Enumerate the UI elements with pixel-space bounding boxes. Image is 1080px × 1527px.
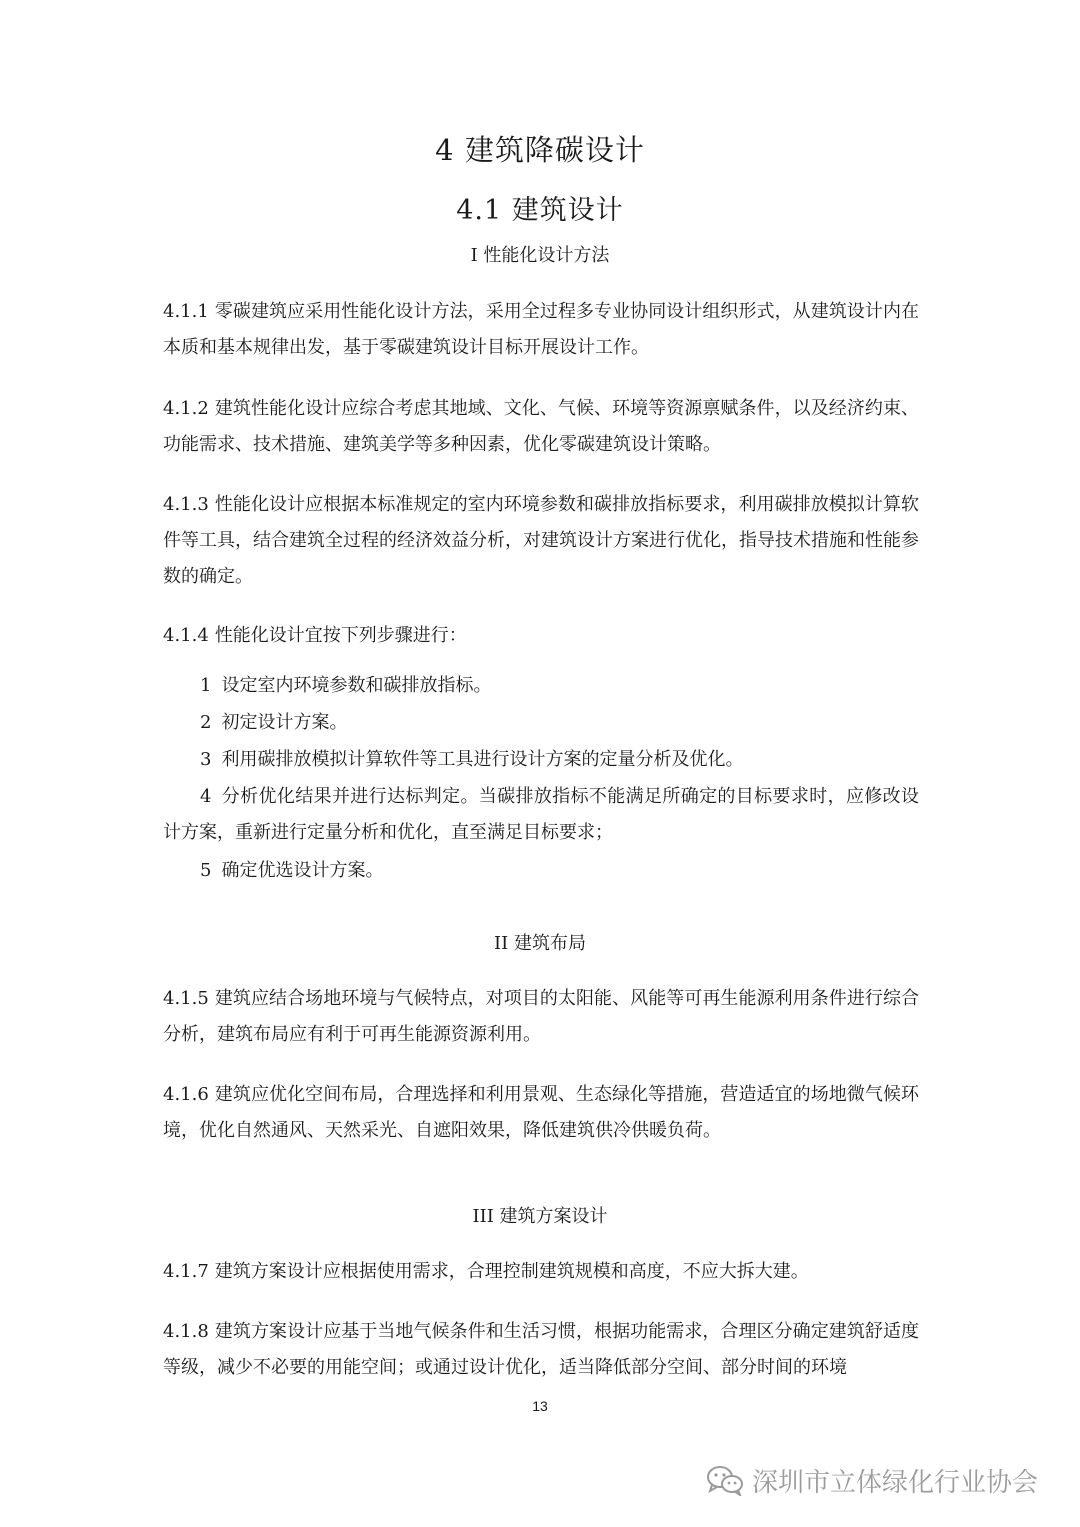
step-text: 确定优选设计方案。 <box>221 860 384 881</box>
wechat-icon <box>706 1464 744 1496</box>
step-text: 设定室内环境参数和碳排放指标。 <box>221 675 492 696</box>
step-number: 3 <box>200 749 212 770</box>
chapter-title: 4 建筑降碳设计 <box>435 133 645 167</box>
page-number: 13 <box>532 1398 548 1414</box>
step-number: 1 <box>200 675 212 696</box>
clause-text: 性能化设计宜按下列步骤进行： <box>214 625 467 646</box>
subsection-heading: III 建筑方案设计 <box>472 1206 608 1227</box>
step-text: 分析优化结果并进行达标判定。当碳排放指标不能满足所确定的目标要求时，应修改设计方案，重新进行定量分析和优化，直至满足目标要求； <box>163 786 919 843</box>
clause-number: 4.1.7 <box>163 1261 209 1282</box>
clause-paragraph <box>163 294 919 366</box>
step-number: 4 <box>200 786 212 807</box>
clause-paragraph <box>163 981 919 1053</box>
clause-paragraph <box>163 1077 919 1149</box>
clause-number: 4.1.4 <box>163 625 209 646</box>
step-item <box>163 705 919 741</box>
clause-number: 4.1.6 <box>163 1084 209 1105</box>
clause-text: 性能化设计应根据本标准规定的室内环境参数和碳排放指标要求，利用碳排放模拟计算软件等工具，结合建筑全过程的经济效益分析，对建筑设计方案进行优化，指导技术措施和性能参数的确定。 <box>163 494 919 587</box>
watermark <box>706 1460 1038 1500</box>
step-number: 5 <box>200 860 212 881</box>
clause-text: 建筑应优化空间布局，合理选择和利用景观、生态绿化等措施，营造适宜的场地微气候环境，优化自然通风、天然采光、自遮阳效果，降低建筑供冷供暖负荷。 <box>163 1084 919 1141</box>
clause-text: 零碳建筑应采用性能化设计方法，采用全过程多专业协同设计组织形式，从建筑设计内在本质和基本规律出发，基于零碳建筑设计目标开展设计工作。 <box>163 301 919 358</box>
step-item <box>163 742 919 778</box>
clause-number: 4.1.8 <box>163 1321 209 1342</box>
clause-number: 4.1.1 <box>163 301 209 322</box>
clause-text: 建筑方案设计应基于当地气候条件和生活习惯，根据功能需求，合理区分确定建筑舒适度等级，减少不必要的用能空间；或通过设计优化，适当降低部分空间、部分时间的环境 <box>163 1321 919 1378</box>
step-item <box>163 779 919 851</box>
clause-number: 4.1.2 <box>163 398 209 419</box>
step-text: 初定设计方案。 <box>221 712 348 733</box>
clause-paragraph <box>163 391 919 463</box>
clause-paragraph <box>163 1314 919 1386</box>
step-number: 2 <box>200 712 212 733</box>
clause-paragraph <box>163 1254 919 1290</box>
clause-number: 4.1.5 <box>163 988 209 1009</box>
step-text: 利用碳排放模拟计算软件等工具进行设计方案的定量分析及优化。 <box>221 749 744 770</box>
clause-text: 建筑方案设计应根据使用需求，合理控制建筑规模和高度，不应大拆大建。 <box>214 1261 809 1282</box>
clause-paragraph <box>163 618 919 654</box>
clause-text: 建筑应结合场地环境与气候特点，对项目的太阳能、风能等可再生能源利用条件进行综合分析，建筑布局应有利于可再生能源资源利用。 <box>163 988 919 1045</box>
subsection-heading: I 性能化设计方法 <box>470 245 610 266</box>
clause-text: 建筑性能化设计应综合考虑其地域、文化、气候、环境等资源禀赋条件，以及经济约束、功能需求、技术措施、建筑美学等多种因素，优化零碳建筑设计策略。 <box>163 398 919 455</box>
clause-number: 4.1.3 <box>163 494 209 515</box>
step-item <box>163 853 919 889</box>
watermark-text: 深圳市立体绿化行业协会 <box>752 1467 1039 1498</box>
clause-paragraph <box>163 487 919 595</box>
step-item <box>163 668 919 704</box>
subsection-heading: II 建筑布局 <box>494 933 586 954</box>
section-title: 4.1 建筑设计 <box>456 195 624 226</box>
